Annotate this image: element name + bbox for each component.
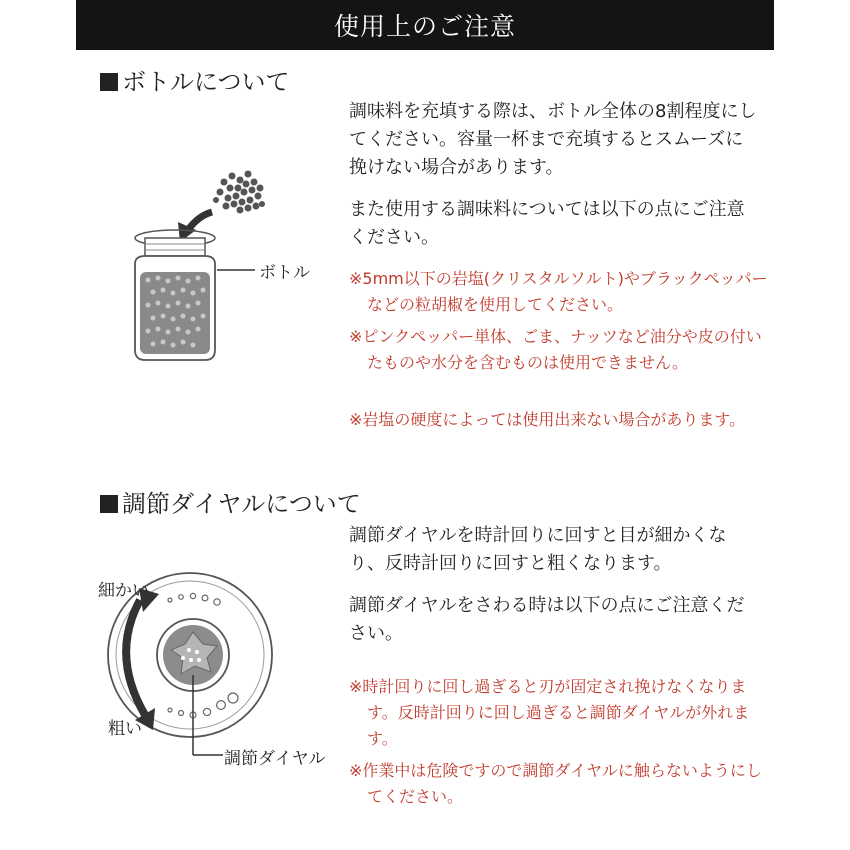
square-bullet-icon xyxy=(100,495,118,513)
fine-label: 細かい xyxy=(98,581,149,601)
bottle-paragraph-1: 調味料を充填する際は、ボトル全体の8割程度にしてください。容量一杯まで充填するとスムーズに挽けない場合があります。 xyxy=(349,101,757,178)
page-title: 使用上のご注意 xyxy=(333,12,516,41)
dial-note-1: ※時計回りに回し過ぎると刃が固定され挽けなくなります。反時計回りに回し過ぎると調節ダイヤルが外れます。 xyxy=(349,677,750,748)
falling-grains-icon xyxy=(213,171,265,214)
bottle-section-title xyxy=(100,62,290,97)
bottle-section-title-text: ボトルについて xyxy=(122,68,290,96)
pour-arrow-icon xyxy=(188,212,212,230)
dial-paragraph-1: 調節ダイヤルを時計回りに回すと目が細かくなり、反時計回りに回すと粗くなります。 xyxy=(349,525,727,574)
bottle-note-1: ※5mm以下の岩塩(クリスタルソルト)やブラックペッパーなどの粒胡椒を使用してください。 xyxy=(349,269,768,314)
bottle-paragraph-2: また使用する調味料については以下の点にご注意ください。 xyxy=(349,199,745,248)
square-bullet-icon xyxy=(100,73,118,91)
dial-section-title xyxy=(100,484,361,519)
bottle-note-3: ※岩塩の硬度によっては使用出来ない場合があります。 xyxy=(349,410,746,429)
page-header xyxy=(76,0,774,50)
coarse-label: 粗い xyxy=(108,719,142,739)
dial-label: 調節ダイヤル xyxy=(224,749,326,769)
bottle-note-2: ※ピンクペッパー単体、ごま、ナッツなど油分や皮の付いたものや水分を含むものは使用できません。 xyxy=(349,327,762,372)
dial-paragraph-2: 調節ダイヤルをさわる時は以下の点にご注意ください。 xyxy=(349,595,745,644)
bottle-label: ボトル xyxy=(259,263,310,283)
dial-section-title-text: 調節ダイヤルについて xyxy=(122,490,361,518)
dial-note-2: ※作業中は危険ですので調節ダイヤルに触らないようにしてください。 xyxy=(349,761,762,806)
rotate-arrow-icon xyxy=(126,600,145,715)
